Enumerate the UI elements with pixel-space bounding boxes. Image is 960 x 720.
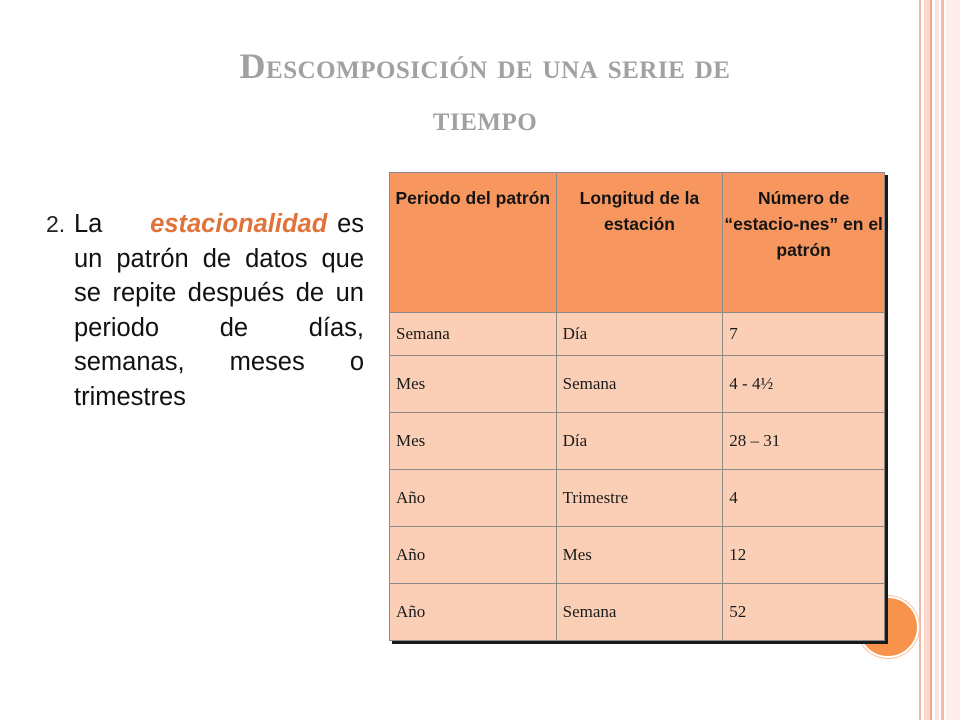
paragraph-rest: es un patrón de datos que se repite después de un periodo de días, semanas, meses o trimestres — [74, 210, 364, 411]
table-cell: Mes — [390, 413, 557, 470]
table-cell: 28 – 31 — [723, 413, 885, 470]
list-number: 2. — [46, 211, 66, 237]
body-paragraph — [46, 207, 364, 414]
table-cell: 12 — [723, 527, 885, 584]
table-cell: Año — [390, 527, 557, 584]
table-header-cell: Periodo del patrón — [390, 173, 557, 313]
decorative-stripe — [919, 0, 921, 720]
table-cell: 4 — [723, 470, 885, 527]
table-cell: 52 — [723, 584, 885, 641]
table-cell: Semana — [556, 356, 723, 413]
table-cell: Mes — [556, 527, 723, 584]
table-header-row — [390, 173, 885, 313]
slide-title — [60, 40, 910, 144]
table-cell: Mes — [390, 356, 557, 413]
table-row — [390, 356, 885, 413]
table-cell: Día — [556, 413, 723, 470]
highlight-term: estacionalidad — [150, 210, 328, 238]
table-cell: Año — [390, 584, 557, 641]
paragraph-lead: La — [74, 210, 103, 238]
table-cell: Semana — [556, 584, 723, 641]
table-row — [390, 470, 885, 527]
table-cell: Semana — [390, 313, 557, 356]
paragraph-text — [74, 207, 364, 414]
table-cell: 7 — [723, 313, 885, 356]
decorative-stripe — [941, 0, 944, 720]
decorative-stripe — [930, 0, 932, 720]
table-row — [390, 527, 885, 584]
slide-title-line-2: tiempo — [432, 98, 538, 138]
table-cell: Año — [390, 470, 557, 527]
seasonality-table — [389, 172, 885, 641]
decorative-stripe — [946, 0, 960, 720]
table-row — [390, 413, 885, 470]
table-cell: Día — [556, 313, 723, 356]
slide-title-line-1: Descomposición de una serie de — [239, 46, 731, 86]
table-cell: Trimestre — [556, 470, 723, 527]
table-row — [390, 313, 885, 356]
table-cell: 4 - 4½ — [723, 356, 885, 413]
table-header-cell: Longitud de la estación — [556, 173, 723, 313]
decorative-stripe — [935, 0, 939, 720]
table-header-cell: Número de “estacio-nes” en el patrón — [723, 173, 885, 313]
table-row — [390, 584, 885, 641]
